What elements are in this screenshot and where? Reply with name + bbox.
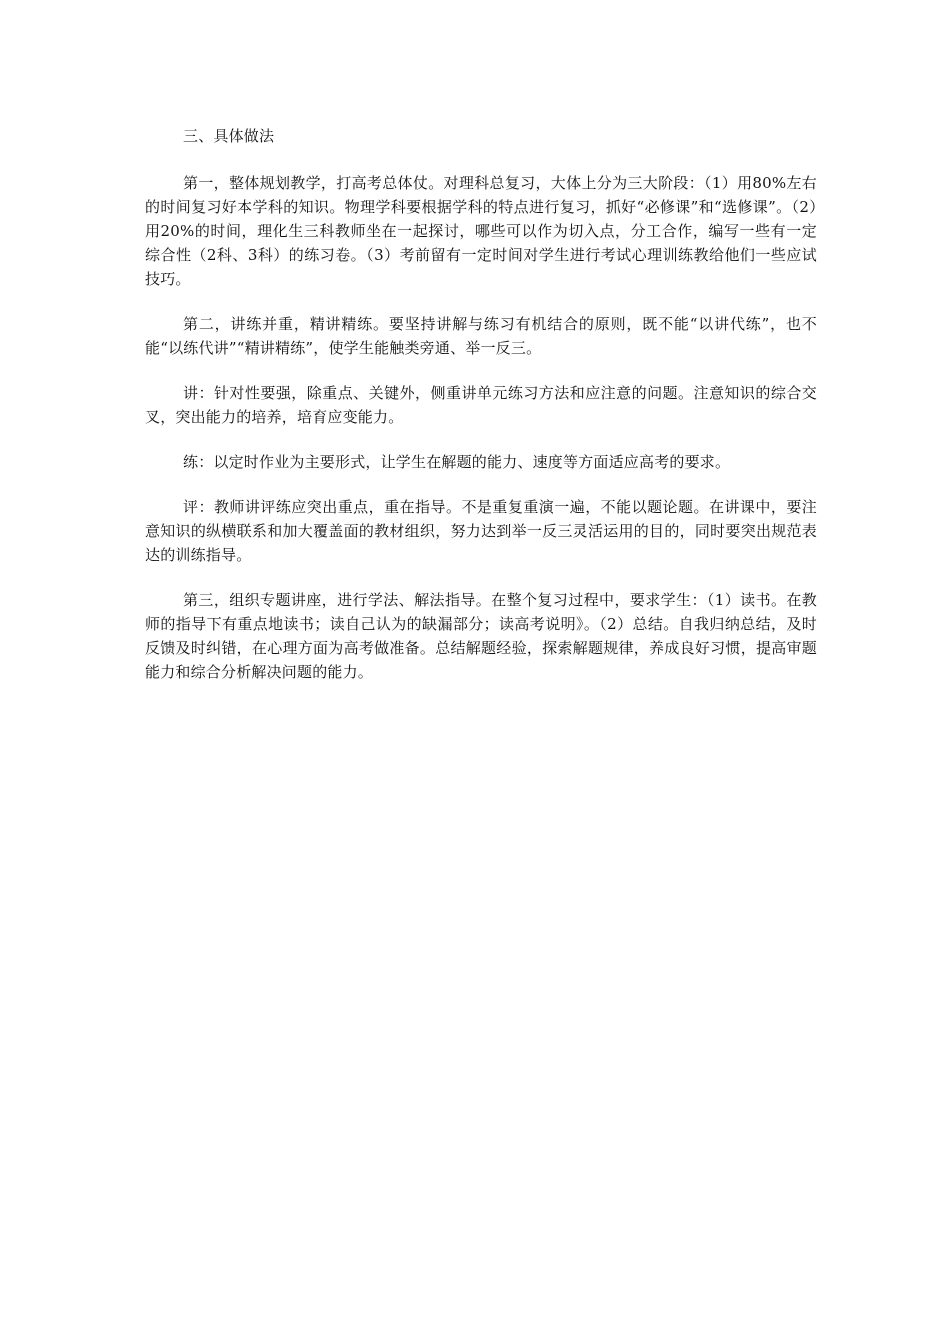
section-heading: 三、具体做法 <box>183 127 275 145</box>
document-body <box>145 124 817 705</box>
paragraph-practice: 练：以定时作业为主要形式，让学生在解题的能力、速度等方面适应高考的要求。 <box>183 453 731 471</box>
paragraph-overall-planning: 第一，整体规划教学，打高考总体仗。对理科总复习，大体上分为三大阶段：（1）用80%左右的时间复习好本学科的知识。物理学科要根据学科的特点进行复习，抓好“必修课”和“选修课”。（2）用20%的时间，理化生三科教师坐在一起探讨，哪些可以作为切入点，分工合作，编写一些有一定综合性（2科、3科）的练习卷。（3）考前留有一定时间对学生进行考试心理训练教给他们一些应试技巧。 <box>145 174 817 288</box>
paragraph-review: 评：教师讲评练应突出重点，重在指导。不是重复重演一遍，不能以题论题。在讲课中，要注意知识的纵横联系和加大覆盖面的教材组织，努力达到举一反三灵活运用的目的，同时要突出规范表达的训练指导。 <box>145 498 817 564</box>
paragraph-lecture-practice: 第二，讲练并重，精讲精练。要坚持讲解与练习有机结合的原则，既不能“以讲代练”，也不能“以练代讲”“精讲精练”，使学生能触类旁通、举一反三。 <box>145 315 817 357</box>
paragraph-special-lectures: 第三，组织专题讲座，进行学法、解法指导。在整个复习过程中，要求学生：（1）读书。在教师的指导下有重点地读书；读自己认为的缺漏部分；读高考说明》。（2）总结。自我归纳总结，及时反馈及时纠错，在心理方面为高考做准备。总结解题经验，探索解题规律，养成良好习惯，提高审题能力和综合分析解决问题的能力。 <box>145 591 817 681</box>
paragraph-lecture: 讲：针对性要强，除重点、关键外，侧重讲单元练习方法和应注意的问题。注意知识的综合交叉，突出能力的培养，培育应变能力。 <box>145 384 817 426</box>
